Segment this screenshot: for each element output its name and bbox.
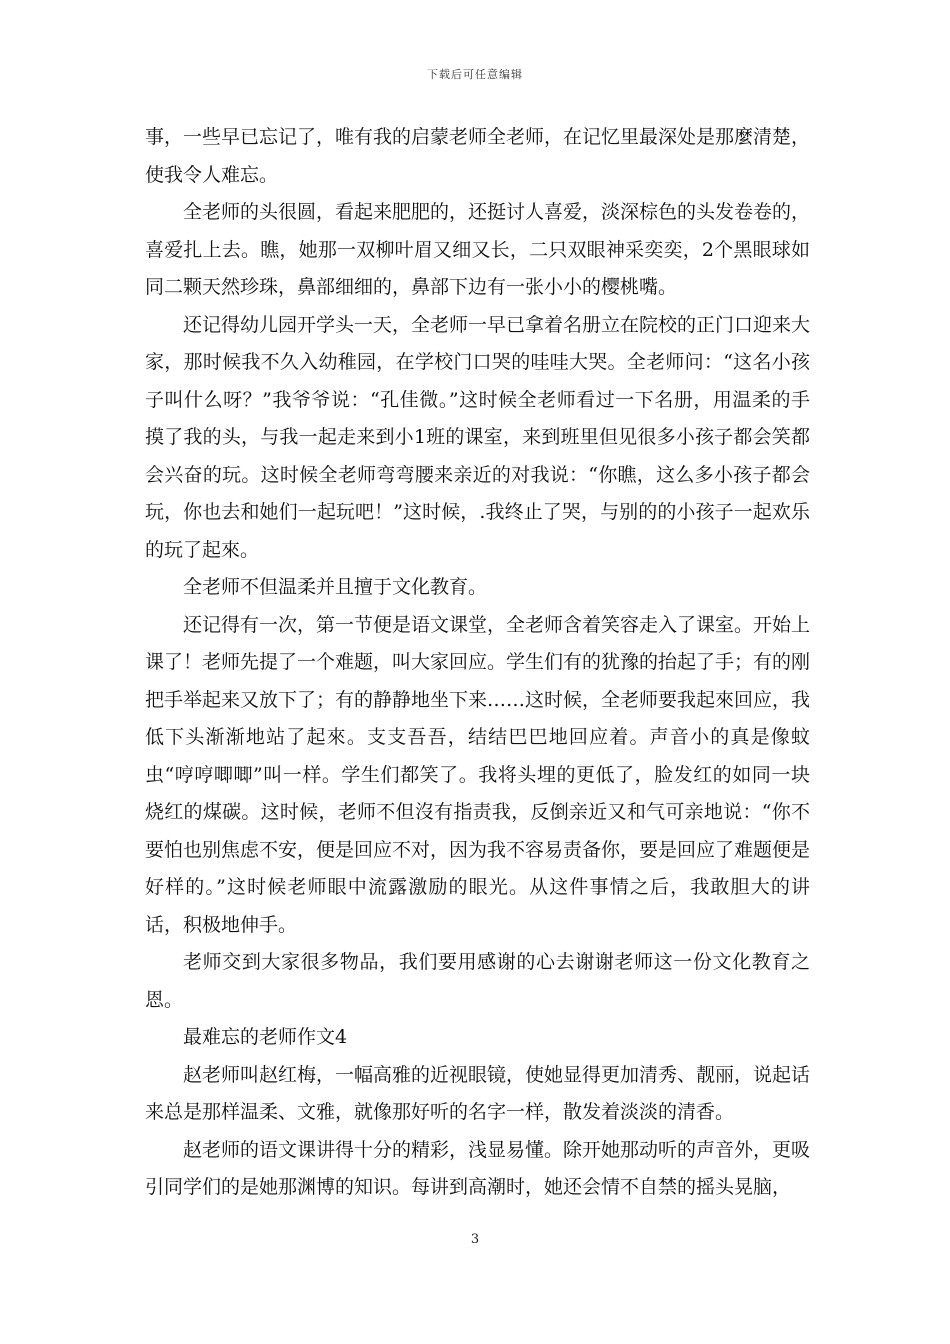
paragraph-1: 事，一些早已忘记了，唯有我的启蒙老师全老师，在记忆里最深处是那麼清楚，使我令人难忘。 [145,126,811,186]
paragraph-6: 老师交到大家很多物品，我们要用感谢的心去谢谢老师这一份文化教育之恩。 [145,951,810,1011]
document-body [145,119,810,1207]
page-number: 3 [470,1232,480,1247]
paragraph-5: 还记得有一次，第一节便是语文课堂，全老师含着笑容走入了课室。开始上课了！老师先提了一个难题，叫大家回应。学生们有的犹豫的抬起了手；有的刚把手举起来又放下了；有的静静地坐下来……这时候，全老师要我起來回应，我低下头渐渐地站了起來。支支吾吾，结结巴巴地回应着。声音小的真是像蚊虫“哼哼唧唧”叫一样。学生们都笑了。我将头埋的更低了，脸发红的如同一块烧红的煤碳。这时候，老师不但沒有指责我，反倒亲近又和气可亲地说：“你不要怕也别焦虑不安，便是回应不对，因为我不容易责备你，要是回应了难题便是好样的。”这时候老师眼中流露激励的眼光。从这件事情之后，我敢胆大的讲话，积极地伸手。 [145,613,811,936]
page-header: 下载后可任意编辑 [427,68,523,81]
paragraph-3: 还记得幼儿园开学头一天，全老师一早已拿着名册立在院校的正门口迎来大家，那时候我不久入幼稚园，在学校门口哭的哇哇大哭。全老师问：“这名小孩子叫什么呀？”我爷爷说：“孔佳微。”这时候全老师看过一下名册，用温柔的手摸了我的头，与我一起走来到小1班的课室，来到班里但见很多小孩子都会笑都会兴奋的玩。这时候全老师弯弯腰来亲近的对我说：“你瞧，这么多小孩子都会玩，你也去和她们一起玩吧！”这时候，.我终止了哭，与别的的小孩子一起欢乐的玩了起來。 [145,313,811,561]
paragraph-2: 全老师的头很圆，看起来肥肥的，还挺讨人喜爱，淡深棕色的头发卷卷的，喜爱扎上去。瞧，她那一双柳叶眉又细又长，二只双眼神采奕奕，2个黑眼球如同二颗天然珍珠，鼻部细细的，鼻部下边有一张小小的樱桃嘴。 [145,201,811,298]
paragraph-7: 赵老师叫赵红梅，一幅高雅的近视眼镜，使她显得更加清秀、靓丽，说起话来总是那样温柔、文雅，就像那好听的名字一样，散发着淡淡的清香。 [145,1063,811,1123]
paragraph-8: 赵老师的语文课讲得十分的精彩，浅显易懂。除开她那动听的声音外，更吸引同学们的是她那渊博的知识。每讲到高潮时，她还会情不自禁的摇头晃脑， [145,1138,811,1198]
paragraph-4: 全老师不但温柔并且擅于文化教育。 [183,576,488,598]
section-heading: 最难忘的老师作文4 [183,1026,348,1048]
